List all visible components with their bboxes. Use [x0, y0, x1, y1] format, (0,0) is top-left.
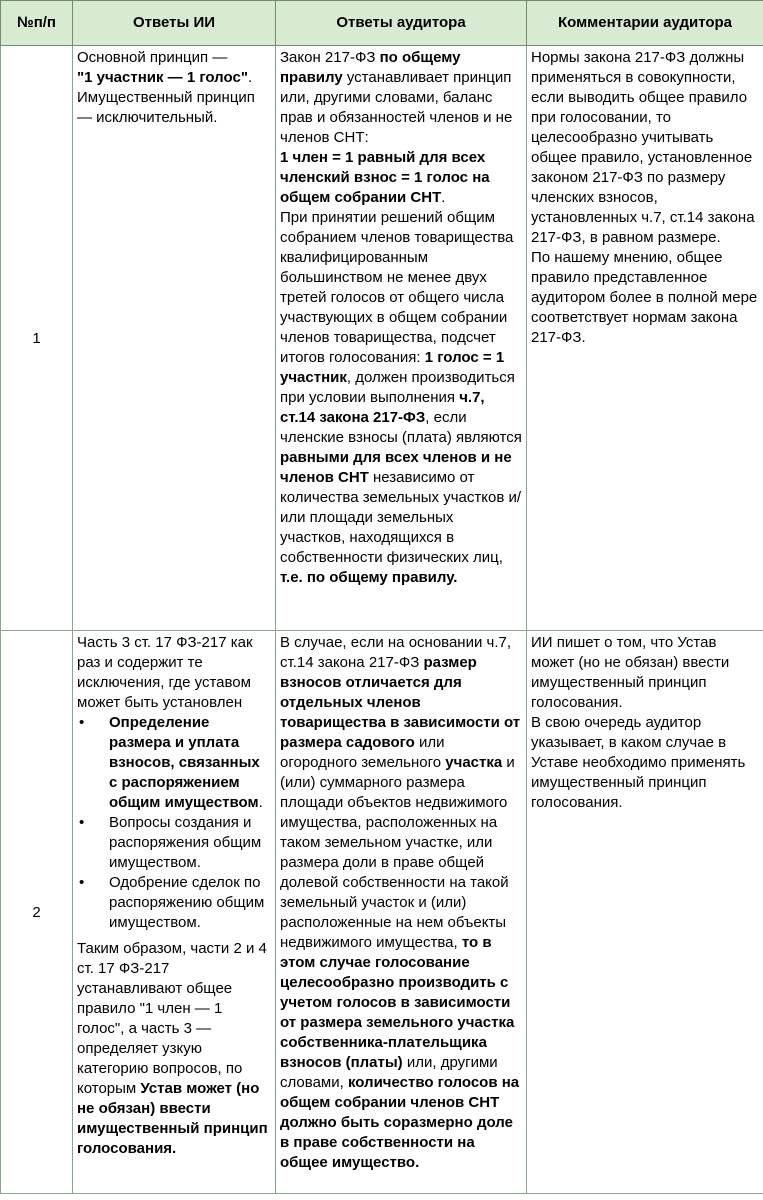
text-span: Одобрение сделок по распоряжению общим имуществом.	[109, 874, 265, 931]
header-auditor-answers: Ответы аудитора	[276, 1, 527, 46]
text-span: При принятии решений общим собранием членов товарищества квалифицированным большинством не менее двух третей голосов от общего числа участвующих в общем собрании членов товарищества, подсчет итогов голосования:	[280, 209, 514, 366]
bold-text: 1 член = 1 равный для всех членский взнос = 1 голос на общем собрании СНТ	[280, 149, 490, 206]
header-row	[1, 1, 763, 46]
auditor-answer-paragraph	[280, 148, 522, 208]
bullet-icon: •	[79, 874, 85, 891]
bullet-icon: •	[79, 714, 85, 731]
text-span: независимо от количества земельных участков и/или площади земельных участков, находящихся в собственности физических лиц,	[280, 469, 522, 566]
ai-answer-cell	[73, 46, 276, 631]
text-span: В случае, если на основании ч.7, ст.14 закона 217-ФЗ	[280, 634, 512, 671]
comment-paragraph: Нормы закона 217-ФЗ должны применяться в совокупности, если выводить общее правило при голосовании, то целесообразно учитывать общее правило, установленное законом 217-ФЗ по размеру членских взносов, установленных ч.7, ст.14 закона 217-ФЗ, в равном размере.	[531, 49, 755, 246]
ai-intro-clipped	[77, 633, 271, 713]
bold-text: "1 участник — 1 голос"	[77, 69, 248, 86]
auditor-answer-paragraph	[280, 633, 522, 1173]
bold-text: по общему правилу	[280, 49, 461, 86]
bold-text: Определение размера и уплата взносов, связанных с распоряжением общим имуществом	[109, 714, 260, 811]
auditor-comment-cell	[527, 46, 763, 631]
ai-intro-text: Часть 3 ст. 17 ФЗ-217 как раз и содержит те исключения, где уставом может быть установлен	[77, 634, 253, 711]
auditor-answer-cell	[276, 631, 527, 1194]
comment-paragraph: По нашему мнению, общее правило представленное аудитором более в полной мере соответствует нормам закона 217-ФЗ.	[531, 249, 758, 346]
ai-conclusion-text	[77, 939, 271, 1159]
text-span: или, другими словами,	[280, 1054, 498, 1091]
text-span: и (или) суммарного размера площади объектов недвижимого имущества, расположенных на таком земельном участке, или размера доли в праве общей долевой собственности на такой земельный участок и (или) расположенные на нем объекты недвижимого имущества,	[280, 754, 515, 951]
header-ai-answers: Ответы ИИ	[73, 1, 276, 46]
header-auditor-comments: Комментарии аудитора	[527, 1, 763, 46]
text-span: , должен производиться при условии выполнения	[280, 369, 515, 406]
bold-text: то в этом случае голосование целесообразно производить с учетом голосов в зависимости от размера земельного участка собственника-плательщика взносов (платы)	[280, 934, 515, 1071]
text-span: Закон 217-ФЗ	[280, 49, 380, 66]
auditor-answer-paragraph	[280, 208, 522, 588]
bold-text: ч.7, ст.14 закона 217-ФЗ	[280, 389, 485, 426]
list-item	[77, 873, 271, 933]
bold-text: размер взносов отличается для отдельных членов товарищества в зависимости от размера садового	[280, 654, 521, 751]
text-span: Таким образом, части 2 и 4 ст. 17 ФЗ-217 устанавливают общее правило "1 член — 1 голос", а часть 3 — определяет узкую категорию вопросов, по которым	[77, 940, 267, 1097]
bold-text: Устав может (но не обязан) ввести имущественный принцип голосования.	[77, 1080, 268, 1157]
text-span: .	[258, 794, 263, 811]
ai-answer-text	[77, 48, 271, 128]
list-item	[77, 813, 271, 873]
auditor-answer-paragraph	[280, 48, 522, 148]
table-row	[1, 631, 763, 1194]
bold-text: 1 голос = 1 участник	[280, 349, 505, 386]
table-row	[1, 46, 763, 631]
row-number: 2	[1, 631, 73, 1194]
text-span: Основной принцип —	[77, 49, 228, 66]
text-span: Вопросы создания и распоряжения общим имуществом.	[109, 814, 262, 871]
text-span: или огородного земельного	[280, 734, 446, 771]
bold-text: количество голосов на общем собрании членов СНТ должно быть соразмерно доле в праве собственности на общее имущество.	[280, 1074, 520, 1171]
text-span: .	[441, 189, 446, 206]
text-span: устанавливает принцип или, другими словами, баланс прав и обязанностей членов и не членов СНТ:	[280, 69, 513, 146]
text-span: , если членские взносы (плата) являются	[280, 409, 522, 446]
text-span: . Имущественный принцип — исключительный.	[77, 69, 255, 126]
comment-paragraph: ИИ пишет о том, что Устав может (но не обязан) ввести имущественный принцип голосования.	[531, 634, 730, 711]
comment-paragraph: В свою очередь аудитор указывает, в каком случае в Уставе необходимо применять имущественный принцип голосования.	[531, 714, 746, 811]
bold-text: участка	[445, 754, 503, 771]
ai-answer-cell	[73, 631, 276, 1194]
bullet-icon: •	[79, 814, 85, 831]
auditor-answer-cell	[276, 46, 527, 631]
auditor-comment-cell	[527, 631, 763, 1194]
bold-text: равными для всех членов и не членов СНТ	[280, 449, 512, 486]
bold-text: т.е. по общему правилу.	[280, 569, 458, 586]
row-number: 1	[1, 46, 73, 631]
header-num: №п/п	[1, 1, 73, 46]
list-item	[77, 713, 271, 813]
